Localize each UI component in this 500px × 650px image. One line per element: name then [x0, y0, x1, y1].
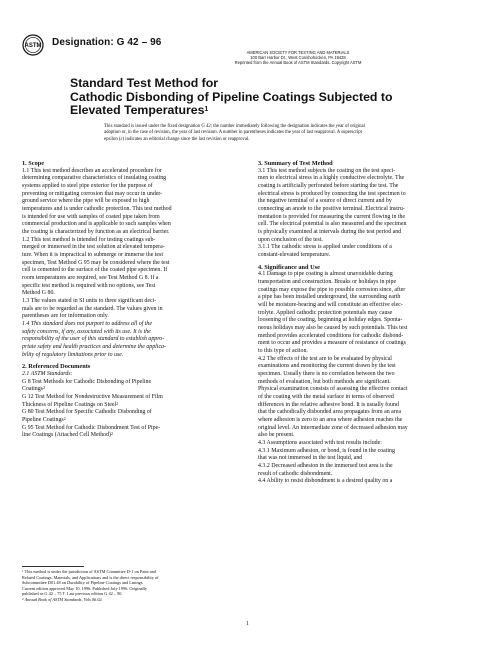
line-text: temperatures and is under cathodic protection. This test method [22, 206, 172, 213]
line-text: 1.1 This test method describes an accelerated procedure for [22, 167, 162, 174]
astm-logo-icon [22, 34, 44, 56]
line-text: electrical stress is produced by connecting the test specimen to [258, 190, 406, 197]
text-line [258, 175, 474, 183]
line-text: 3.1.1 The cathodic stress is applied under conditions of a [258, 244, 392, 251]
line-text: connecting an anode to the positive terminal. Electrical instru- [258, 206, 405, 213]
text-line [22, 191, 238, 199]
text-line [258, 417, 474, 425]
line-text: methods of evaluation, but both methods are significant. [258, 378, 391, 385]
text-line [258, 448, 474, 456]
text-line [258, 168, 474, 176]
text-line [258, 325, 474, 333]
line-text: to this type of action. [258, 347, 308, 354]
text-line [258, 425, 474, 433]
text-line [258, 432, 474, 440]
line-text: specific test method is required with no options, see Test [22, 282, 156, 289]
footnote-text: This method is under the jurisdiction of ASTM Committee D-1 on Paint and [23, 569, 156, 574]
footnote-ref: 2 [116, 400, 119, 406]
line-text: transportation and construction. Breaks or holidays in pipe [258, 278, 397, 285]
right-column [258, 160, 474, 486]
line-text: 4.4 Ability to resist disbondment is a desired quality on a [258, 478, 393, 485]
text-line [22, 394, 238, 402]
text-line [258, 371, 474, 379]
text-line [258, 244, 474, 252]
text-line [258, 409, 474, 417]
line-text: 4.3.1 Maximum adhesion, or bond, is found in the coating [258, 447, 395, 454]
issue-note-line: adoption or, in the case of revision, the year of last revision. A number in parentheses indicates the year of last reapproval. A superscript [104, 130, 362, 136]
text-line [22, 221, 238, 229]
line-text: mentation is provided for measuring the current flowing in the [258, 213, 406, 220]
line-text: Physical examination consists of assessing the effective contact [258, 386, 408, 393]
line-text: G 95 Test Method for Cathodic Disbondment Test of Pipe- [22, 424, 161, 431]
line-text: Method G 80. [22, 290, 55, 297]
text-line [22, 409, 238, 417]
text-line [258, 221, 474, 229]
text-line [22, 237, 238, 245]
line-text: coating is artificially perforated before starting the test. The [258, 183, 399, 190]
line-text: also be present. [258, 432, 295, 439]
section-heading [22, 160, 238, 168]
footnote-ref: 2 [63, 415, 66, 421]
line-text: 4.2 The effects of the test are to be evaluated by physical [258, 355, 392, 362]
line-text: mals are to be regarded as the standard. The values given in [22, 305, 163, 312]
line-text: upon conclusion of the test. [258, 236, 323, 243]
footnote-divider [22, 566, 84, 567]
line-text: will be moisture-bearing and will constitute an effective elec- [258, 301, 403, 308]
line-text: G 12 Test Method for Nondestructive Measurement of Film [22, 393, 163, 400]
line-text: 2. Referenced Documents [22, 363, 91, 371]
page-number: 1 [246, 621, 249, 627]
text-line [258, 229, 474, 237]
line-text: commercial production and is applicable to such samples when [22, 221, 171, 228]
line-text: responsibility of the user of this standard to establish appro- [22, 336, 165, 343]
line-text: the coating is characterized by function as an electrical barrier. [22, 229, 170, 236]
text-line [22, 198, 238, 206]
line-text: original level. An intermediate zone of decreased adhesion may [258, 424, 408, 431]
line-text: systems applied to steel pipe exterior for the purpose of [22, 183, 153, 190]
line-text: preventing or mitigating corrosion that may occur in under- [22, 190, 163, 197]
line-text: ment to occur and provides a measure of resistance of coatings [258, 340, 406, 347]
text-line [22, 244, 238, 252]
line-text: where adhesion is zero to an area where adhesion reaches the [258, 416, 403, 423]
text-line [22, 336, 238, 344]
line-text: 4.3.2 Decreased adhesion in the immersed test area is the [258, 463, 393, 469]
line-text: is physically examined at intervals during the test period and [258, 229, 402, 236]
footnote-marker: 1 [22, 569, 24, 573]
section-heading [258, 264, 474, 272]
text-line [22, 229, 238, 237]
title-line-last [70, 104, 450, 118]
title-footnote-ref: 1 [204, 106, 209, 114]
publisher-line: AMERICAN SOCIETY FOR TESTING AND MATERIALS [246, 50, 350, 55]
line-text: line Coatings (Attached Cell Method) [22, 432, 111, 439]
text-line [258, 356, 474, 364]
line-text: Thickness of Pipeline Coatings on Steel [22, 401, 117, 408]
text-line [22, 214, 238, 222]
line-text: constant-elevated temperature. [258, 252, 331, 259]
text-line [22, 379, 238, 387]
text-line [258, 463, 474, 471]
line-text: 1.3 The values stated in SI units to three significant deci- [22, 298, 157, 305]
text-line [258, 455, 474, 463]
line-text: trolyte. Applied cathodic protection potentials may cause [258, 309, 393, 316]
text-line [22, 267, 238, 275]
title-line: Cathodic Disbonding of Pipeline Coatings Subjected to [70, 89, 393, 104]
section-heading [258, 160, 474, 168]
title-line: Standard Test Method for [70, 76, 219, 90]
line-text: cell is cemented to the surface of the coated pipe specimen. If [22, 267, 168, 274]
text-line [258, 471, 474, 479]
issue-note [104, 124, 456, 143]
publisher-block [160, 50, 436, 65]
line-text: cell. The electrical potential is also measured and the specimen [258, 221, 407, 228]
line-text: 1. Scope [22, 160, 45, 167]
text-line [22, 183, 238, 191]
footnotes [22, 569, 238, 602]
text-line [22, 283, 238, 291]
line-text: a pipe has been installed underground, the surrounding earth [258, 294, 401, 301]
line-text: men to electrical stress in a highly conductive electrolyte. The [258, 175, 405, 182]
text-line [22, 432, 238, 440]
line-text: 4.3 Assumptions associated with test results include: [258, 439, 382, 446]
footnote-ref: 2 [111, 431, 113, 437]
text-line [22, 275, 238, 283]
footnote-line [22, 597, 238, 603]
line-text: Pipeline Coatings [22, 416, 64, 423]
text-line [258, 478, 474, 486]
line-text: that was not immersed in the test liquid, and [258, 455, 363, 462]
text-line [258, 206, 474, 214]
line-text: determining comparative characteristics of insulating coating [22, 175, 167, 182]
document-title [70, 77, 450, 118]
publisher-line: 100 Barr Harbor Dr., West Conshohocken, PA 19428 [250, 55, 346, 60]
issue-note-line: This standard is issued under the fixed designation G 42; the number immediately following the designation indicates the year of original [104, 124, 365, 129]
text-line [22, 352, 238, 360]
line-text: neous holidays may also be caused by such potentials. This test [258, 324, 408, 331]
text-line [258, 287, 474, 295]
section-heading [22, 363, 238, 371]
svg-text:ASTM: ASTM [24, 43, 42, 50]
designation-label: Designation: G 42 – 96 [52, 37, 162, 48]
text-line [258, 440, 474, 448]
line-text: differences in the relative adhesive bond. It is usually found [258, 401, 399, 408]
text-line [22, 290, 238, 298]
line-text: merged or immersed in the test solution at elevated tempera- [22, 244, 165, 251]
footnote-ref: 2 [42, 385, 45, 391]
line-text: ground service where the pipe will be exposed to high [22, 198, 150, 205]
line-text: parentheses are for information only. [22, 313, 109, 320]
text-line [22, 252, 238, 260]
line-text: priate safety and health practices and determine the applica- [22, 344, 166, 351]
line-text: examinations and monitoring the current drawn by the test [258, 363, 396, 370]
line-text: room temperatures are required, see Test Method G 8. If a [22, 275, 159, 282]
text-line [258, 302, 474, 310]
text-line [22, 417, 238, 425]
line-text: of the coating with the metal surface in terms of observed [258, 393, 394, 400]
text-line [22, 371, 238, 379]
line-text: is intended for use with samples of coated pipe taken from [22, 213, 160, 220]
line-text: 2.1 ASTM Standards: [22, 370, 73, 377]
footnote-text: Current edition approved May 10, 1996. Published July 1996. Originally [22, 585, 148, 591]
text-line [22, 386, 238, 394]
line-text: loosening of the coating, beginning at holiday edges. Sponta- [258, 317, 403, 324]
text-line [258, 294, 474, 302]
line-text: result of cathodic disbondment. [258, 470, 333, 477]
line-text: 1.2 This test method is intended for testing coatings sub- [22, 236, 156, 243]
text-line [22, 298, 238, 306]
line-text: 1.4 This standard does not purport to address all of the [22, 321, 152, 328]
text-line [22, 344, 238, 352]
text-line [258, 317, 474, 325]
left-column [22, 160, 238, 440]
publisher-line: Reprinted from the Annual Book of ASTM Standards. Copyright ASTM [234, 60, 362, 65]
text-line [258, 279, 474, 287]
line-text: coatings may expose the pipe to possible corrosion since, after [258, 286, 406, 293]
text-line [258, 271, 474, 279]
text-line [258, 394, 474, 402]
line-text: G 80 Test Method for Specific Cathodic Disbonding of [22, 409, 152, 416]
line-text: 4. Significance and Use [258, 263, 320, 271]
text-line [22, 175, 238, 183]
line-text: that the cathodically disbonded area propagates from an area [258, 409, 401, 416]
line-text: specimen, Test Method G 95 may be considered where the test [22, 259, 170, 266]
text-line [22, 313, 238, 321]
title-line: Elevated Temperatures [70, 103, 205, 118]
footnote-marker: 2 [22, 596, 24, 601]
text-line [258, 363, 474, 371]
text-line [258, 340, 474, 348]
issue-note-line: epsilon (ε) indicates an editorial change since the last revision or reapproval. [104, 136, 250, 142]
footnote-text: Related Coatings, Materials, and Applications and is the direct responsibility of [22, 574, 159, 580]
text-line [258, 183, 474, 191]
text-line [258, 386, 474, 394]
footnote-text: Annual Book of ASTM Standards, Vols 06.02. [23, 596, 103, 602]
line-text: G 8 Test Methods for Cathodic Disbonding of Pipeline [22, 378, 152, 385]
line-text: safety concerns, if any, associated with its use. It is the [22, 328, 151, 335]
line-text: the negative terminal of a source of direct current and by [258, 198, 392, 205]
text-line [22, 206, 238, 214]
text-line [22, 321, 238, 329]
text-line [258, 198, 474, 206]
line-text: specimen. Usually there is no correlation between the two [258, 370, 395, 377]
footnote-text: Subcommittee D01.48 on Durability of Pipeline Coatings and Linings. [22, 580, 144, 586]
line-text: 3.1 This test method subjects the coating on the test speci- [258, 167, 396, 174]
line-text: ture. When it is impractical to submerge or immerse the test [22, 252, 163, 259]
line-text: method provides accelerated conditions for cathodic disbond- [258, 332, 404, 339]
footnote-text: published as G 42 – 75 T. Last previous edition G 42 – 90. [22, 591, 123, 597]
line-text: 3. Summary of Test Method [258, 160, 333, 167]
text-line [258, 214, 474, 222]
text-line [258, 348, 474, 356]
line-text: 4.1 Damage to pipe coating is almost unavoidable during [258, 271, 393, 278]
line-text: Coatings [22, 386, 43, 393]
text-line [258, 252, 474, 260]
line-text: bility of regulatory limitations prior to use. [22, 351, 124, 358]
